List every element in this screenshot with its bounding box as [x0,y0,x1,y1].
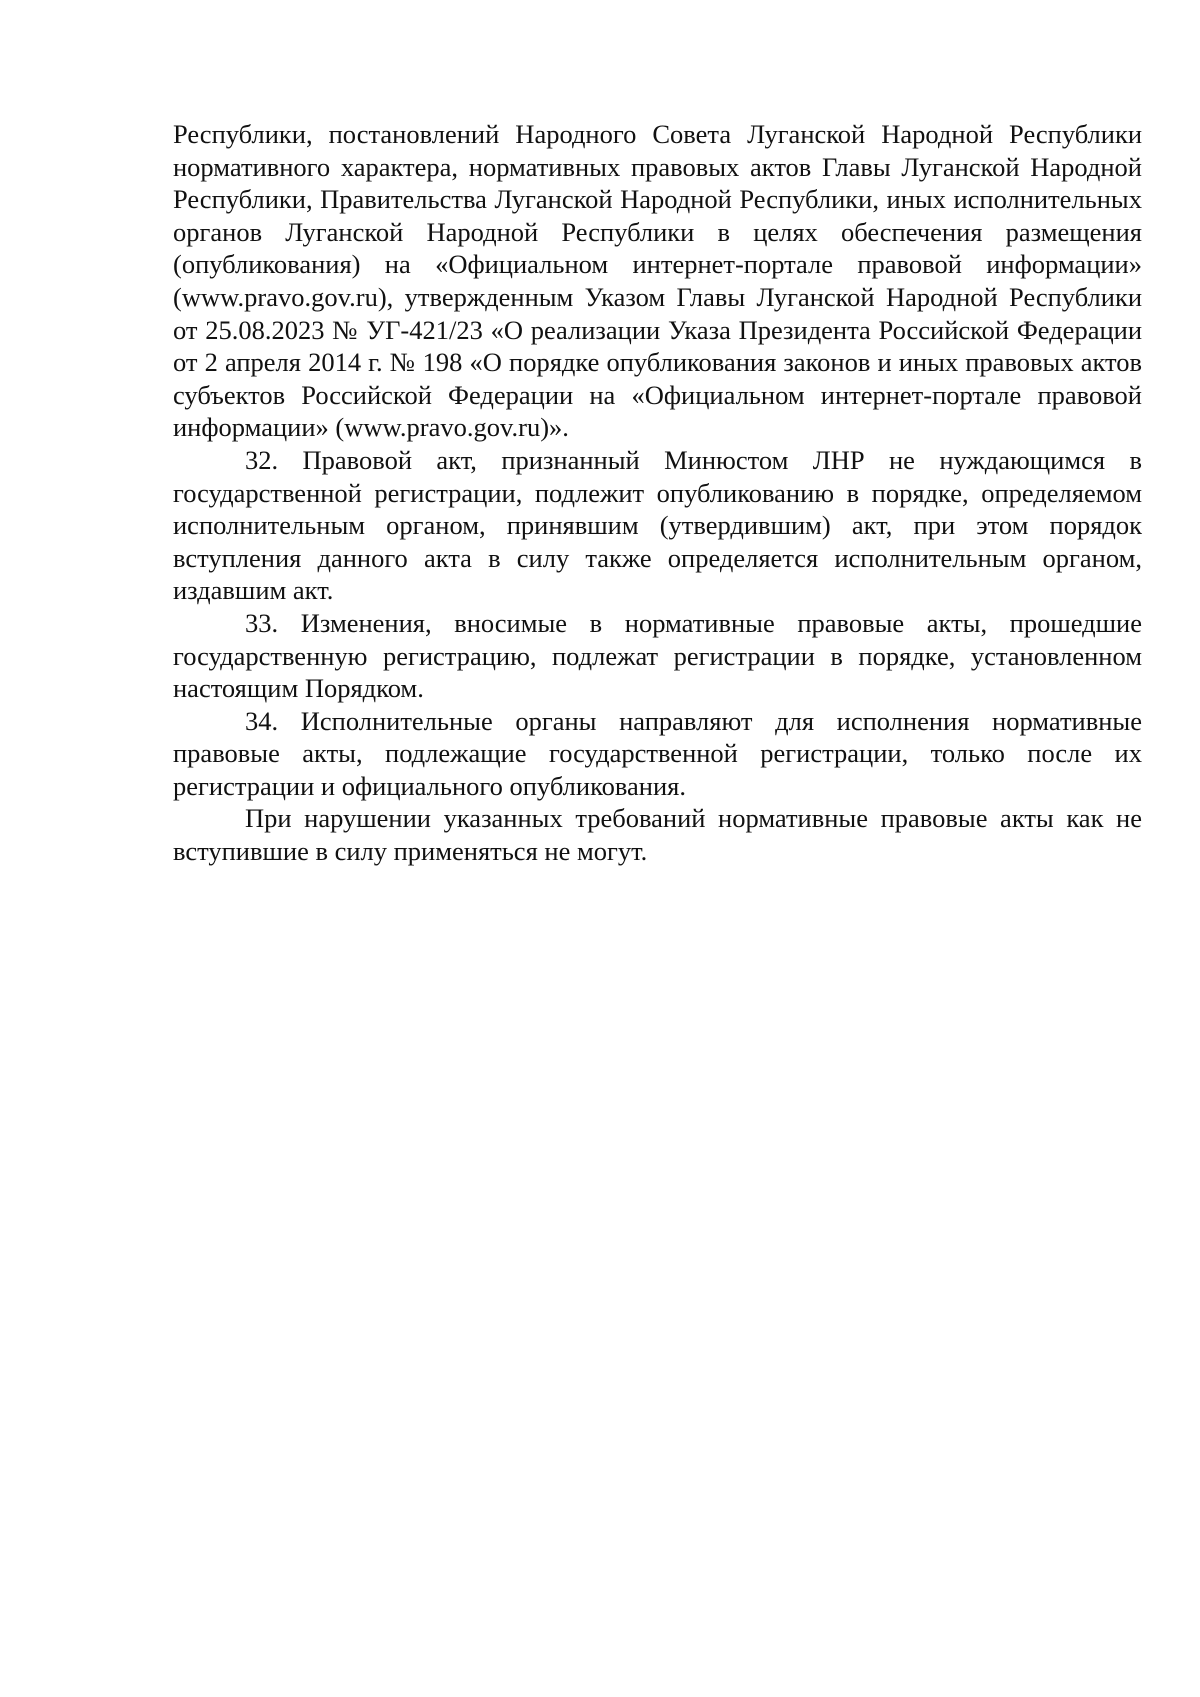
paragraph-continuation: Республики, постановлений Народного Совета Луганской Народной Республики нормативного характера, нормативных правовых актов Главы Луганской Народной Республики, Правительства Луганской Народной Республики, иных исполнительных органов Луганской Народной Республики в целях обеспечения размещения (опубликования) на «Официальном интернет-портале правовой информации» (www.pravo.gov.ru), утвержденным Указом Главы Луганской Народной Республики от 25.08.2023 № УГ-421/23 «О реализации Указа Президента Российской Федерации от 2 апреля 2014 г. № 198 «О порядке опубликования законов и иных правовых актов субъектов Российской Федерации на «Официальном интернет-портале правовой информации» (www.pravo.gov.ru)». [173,119,1142,443]
paragraph-item-34: 34. Исполнительные органы направляют для исполнения нормативные правовые акты, подлежащие государственной регистрации, только после их регистрации и официального опубликования. [173,705,1142,801]
paragraph-item-32: 32. Правовой акт, признанный Минюстом ЛНР не нуждающимся в государственной регистрации, подлежит опубликованию в порядке, определяемом исполнительным органом, принявшим (утвердившим) акт, при этом порядок вступления данного акта в силу также определяется исполнительным органом, издавшим акт. [173,444,1142,606]
document-body [173,118,1142,868]
paragraph-item-33: 33. Изменения, вносимые в нормативные правовые акты, прошедшие государственную регистрацию, подлежат регистрации в порядке, установленном настоящим Порядком. [173,607,1142,704]
paragraph-closing: При нарушении указанных требований нормативные правовые акты как не вступившие в силу применяться не могут. [173,803,1142,867]
